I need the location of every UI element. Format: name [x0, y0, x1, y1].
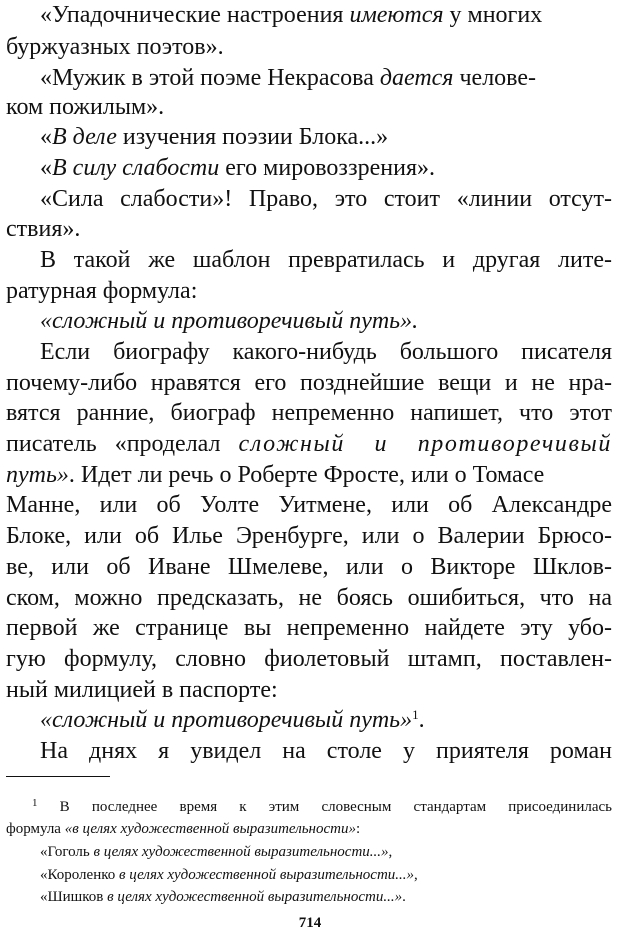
text: «Короленко	[40, 867, 120, 883]
text: «Гоголь	[40, 844, 94, 860]
text: . Идет ли речь о Роберте Фросте, или о Томасе	[68, 462, 545, 488]
text-line-21: первой же странице вы непременно найдете эту убо-	[6, 615, 612, 641]
text: формула	[6, 821, 65, 837]
italic-text: «сложный и противоречивый путь»	[40, 707, 413, 733]
text: челове-	[453, 65, 537, 91]
text-line-6	[40, 153, 612, 183]
text: ,	[414, 867, 418, 883]
footnote-line-1	[32, 796, 612, 818]
text: «Шишков	[40, 889, 108, 905]
text-line-10: ратурная формула:	[6, 278, 198, 304]
italic-text: в целях художественной выразительности...»	[119, 867, 415, 883]
italic-text: дается	[379, 65, 454, 91]
italic-text: сложный и противоречивый	[238, 431, 612, 457]
text-line-16	[6, 460, 612, 490]
text-line-25: На днях я увидел на столе у приятеля роман	[40, 738, 612, 764]
footnote-marker: 1	[412, 707, 419, 722]
italic-text: в целях художественной выразительности...»	[93, 844, 389, 860]
footnote-line-4	[40, 864, 418, 886]
text-line-17: Манне, или об Уолте Уитмене, или об Александре	[6, 492, 612, 518]
text-line-8: ствия».	[6, 216, 81, 242]
italic-text: В деле	[52, 124, 117, 150]
footnote-line-2	[6, 818, 360, 840]
text-line-13: почему-либо нравятся его позднейшие вещи и не нра-	[6, 370, 612, 396]
text: .	[402, 889, 406, 905]
text: у многих	[443, 2, 543, 28]
text-line-12: Если биографу какого-нибудь большого писателя	[40, 339, 612, 365]
text-line-14: вятся ранние, биограф непременно напишет, что этот	[6, 400, 612, 426]
text: «Мужик в этой поэме Некрасова	[40, 65, 380, 91]
text: :	[356, 821, 361, 837]
text-line-15	[6, 429, 612, 459]
text-line-7: «Сила слабости»! Право, это стоит «линии отсут-	[40, 186, 612, 212]
text-line-1	[6, 0, 612, 30]
text-line-20: ском, можно предсказать, не боясь ошибиться, что на	[6, 585, 612, 611]
text-line-22: гую формулу, словно фиолетовый штамп, поставлен-	[6, 646, 612, 672]
italic-text: «в целях художественной выразительности»	[64, 821, 356, 837]
footnote-line-3	[40, 841, 392, 863]
italic-text: имеются	[349, 2, 444, 28]
text-line-9: В такой же шаблон превратилась и другая лите-	[40, 247, 612, 273]
text-line-19: ве, или об Иване Шмелеве, или о Викторе Шклов-	[6, 554, 612, 580]
text-line-24	[40, 705, 612, 735]
text: ,	[388, 844, 393, 860]
text: .	[418, 707, 425, 733]
footnote-number: 1	[32, 797, 38, 809]
text: В последнее время к этим словесным стандартам присоединилась	[37, 799, 612, 815]
footnote-line-5	[40, 886, 406, 908]
italic-text: в целях художественной выразительности...»	[107, 889, 403, 905]
text-line-4: ком пожилым».	[6, 94, 165, 120]
text: «Упадочнические настроения	[40, 2, 350, 28]
text: его мировоззрения».	[219, 155, 435, 181]
text-line-5	[40, 122, 612, 152]
text: изучения поэзии Блока...»	[116, 124, 389, 150]
text-line-3	[6, 63, 612, 93]
text: «	[40, 124, 52, 150]
footnote-rule	[6, 776, 110, 777]
page-number: 714	[298, 915, 322, 931]
italic-text: В силу слабости	[52, 155, 220, 181]
text-line-2: буржуазных поэтов».	[6, 34, 224, 60]
text-line-11: «сложный и противоречивый путь».	[40, 308, 419, 334]
text: «	[40, 155, 52, 181]
italic-text: путь»	[6, 462, 69, 488]
text-line-18: Блоке, или об Илье Эренбурге, или о Валерии Брюсо-	[6, 523, 612, 549]
text: писатель «проделал	[6, 431, 239, 457]
text-line-23: ный милицией в паспорте:	[6, 677, 278, 703]
